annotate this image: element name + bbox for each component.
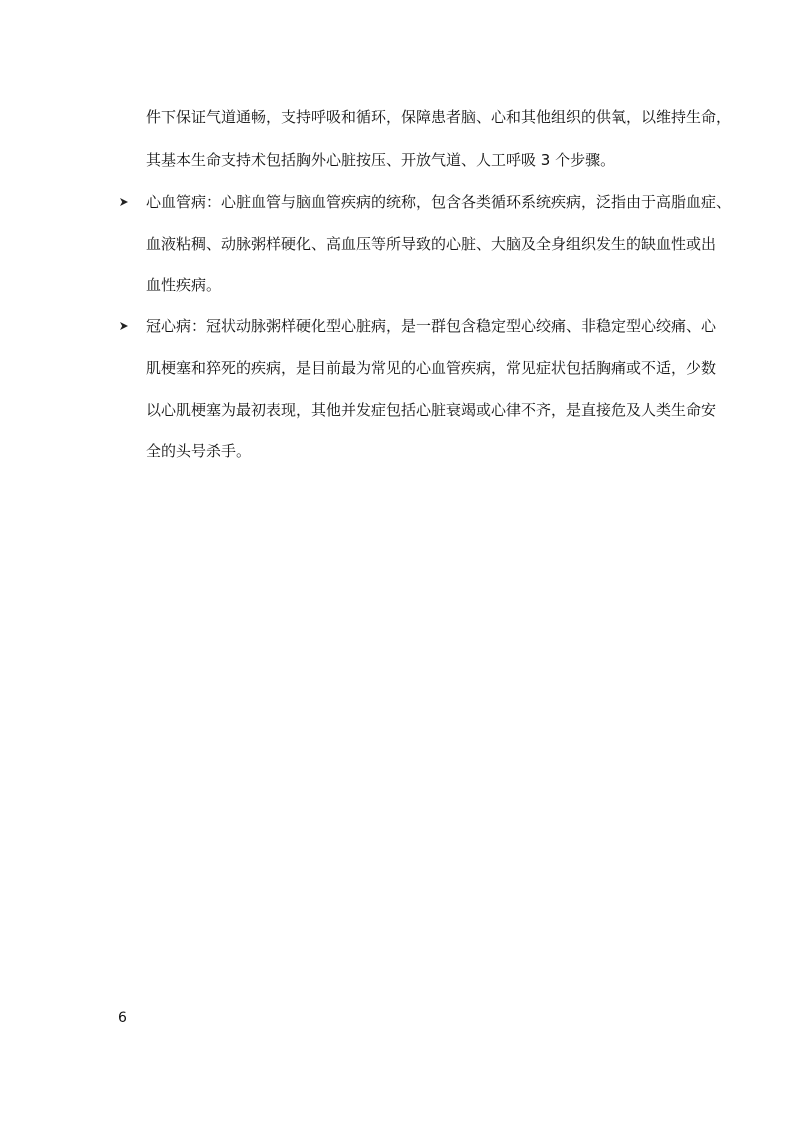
arrow-bullet-icon — [118, 192, 130, 212]
list-item-line: 心血管病：心脏血管与脑血管疾病的统称，包含各类循环系统疾病，泛指由于高脂血症、 — [146, 193, 732, 211]
arrow-bullet-icon — [118, 316, 130, 336]
list-item-line: 冠心病：冠状动脉粥样硬化型心脏病，是一群包含稳定型心绞痛、非稳定型心绞痛、心 — [146, 317, 717, 335]
list-item-line: 血液粘稠、动脉粥样硬化、高血压等所导致的心脏、大脑及全身组织发生的缺血性或出 — [146, 235, 717, 253]
page-number: 6 — [118, 1010, 127, 1026]
list-item-line: 血性疾病。 — [146, 276, 222, 294]
paragraph-line: 其基本生命支持术包括胸外心脏按压、开放气道、人工呼吸 3 个步骤。 — [146, 151, 616, 169]
list-item-line: 以心肌梗塞为最初表现，其他并发症包括心脏衰竭或心律不齐，是直接危及人类生命安 — [146, 401, 717, 419]
paragraph-line: 件下保证气道通畅，支持呼吸和循环，保障患者脑、心和其他组织的供氧，以维持生命， — [146, 108, 732, 126]
list-item-line: 肌梗塞和猝死的疾病，是目前最为常见的心血管疾病，常见症状包括胸痛或不适，少数 — [146, 359, 717, 377]
list-item-line: 全的头号杀手。 — [146, 442, 252, 460]
